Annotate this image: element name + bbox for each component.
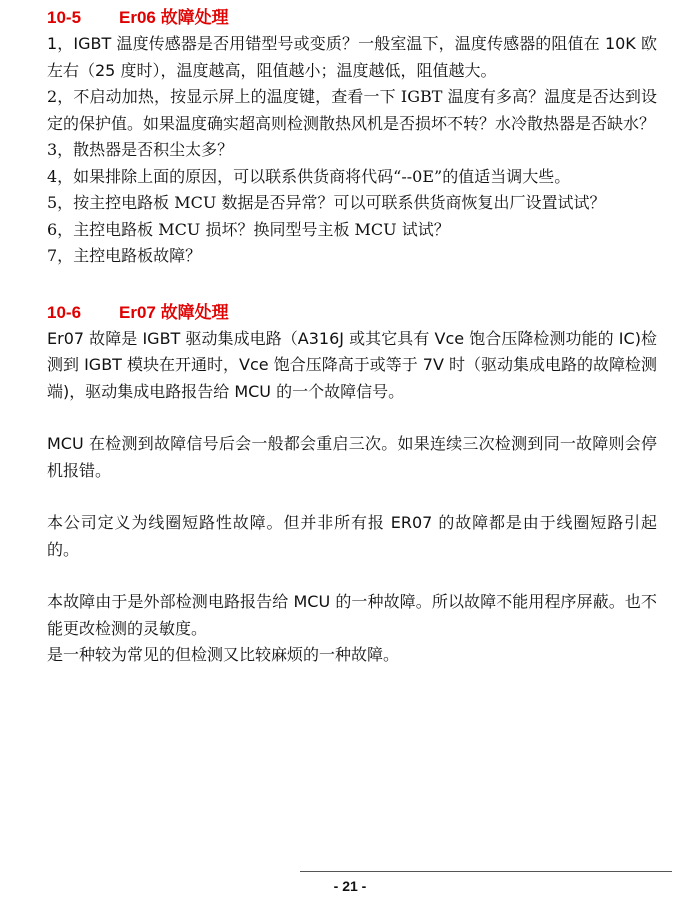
paragraph: 本公司定义为线圈短路性故障。但并非所有报 ER07 的故障都是由于线圈短路引起的。 [47,513,657,559]
list-item: 3，散热器是否积尘太多？ [47,140,234,159]
section-heading-10-6 [47,299,657,326]
section-title: Er06 故障处理 [119,8,229,27]
section-title: Er07 故障处理 [119,302,229,322]
section-10-6-body [47,326,657,669]
section-heading-10-5 [47,4,657,31]
list-item: 1，IGBT 温度传感器是否用错型号或变质？一般室温下，温度传感器的阻值在 10K 欧左右（25 度时），温度越高，阻值越小；温度越低，阻值越大。 [47,34,657,80]
paragraph: 本故障由于是外部检测电路报告给 MCU 的一种故障。所以故障不能用程序屏蔽。也不能更改检测的灵敏度。 [47,592,657,638]
list-item: 6，主控电路板 MCU 损坏？换同型号主板 MCU 试试？ [47,219,450,239]
list-item: 7，主控电路板故障？ [47,246,202,265]
section-number: 10-6 [47,302,82,322]
list-item: 4，如果排除上面的原因，可以联系供货商将代码“--0E”的值适当调大些。 [47,166,571,186]
footer-divider [300,871,672,872]
paragraph: MCU 在检测到故障信号后会一般都会重启三次。如果连续三次检测到同一故障则会停机报错。 [47,434,657,480]
section-10-5-body [47,31,657,270]
page-content [47,0,657,669]
list-item: 2，不启动加热，按显示屏上的温度键，查看一下 IGBT 温度有多高？温度是否达到设定的保护值。如果温度确实超高则检测散热风机是否损坏不转？水冷散热器是否缺水？ [47,87,657,133]
section-number: 10-5 [47,8,82,27]
list-item: 5，按主控电路板 MCU 数据是否异常？可以可联系供货商恢复出厂设置试试？ [47,193,606,212]
paragraph: Er07 故障是 IGBT 驱动集成电路（A316J 或其它具有 Vce 饱合压降检测功能的 IC)检测到 IGBT 模块在开通时，Vce 饱合压降高于或等于 7V 时（驱动集成电路的故障检测端)，驱动集成电路报告给 MCU 的一个故障信号。 [47,328,658,401]
paragraph: 是一种较为常见的但检测又比较麻烦的一种故障。 [47,645,400,664]
page-number: - 21 - [333,878,367,894]
